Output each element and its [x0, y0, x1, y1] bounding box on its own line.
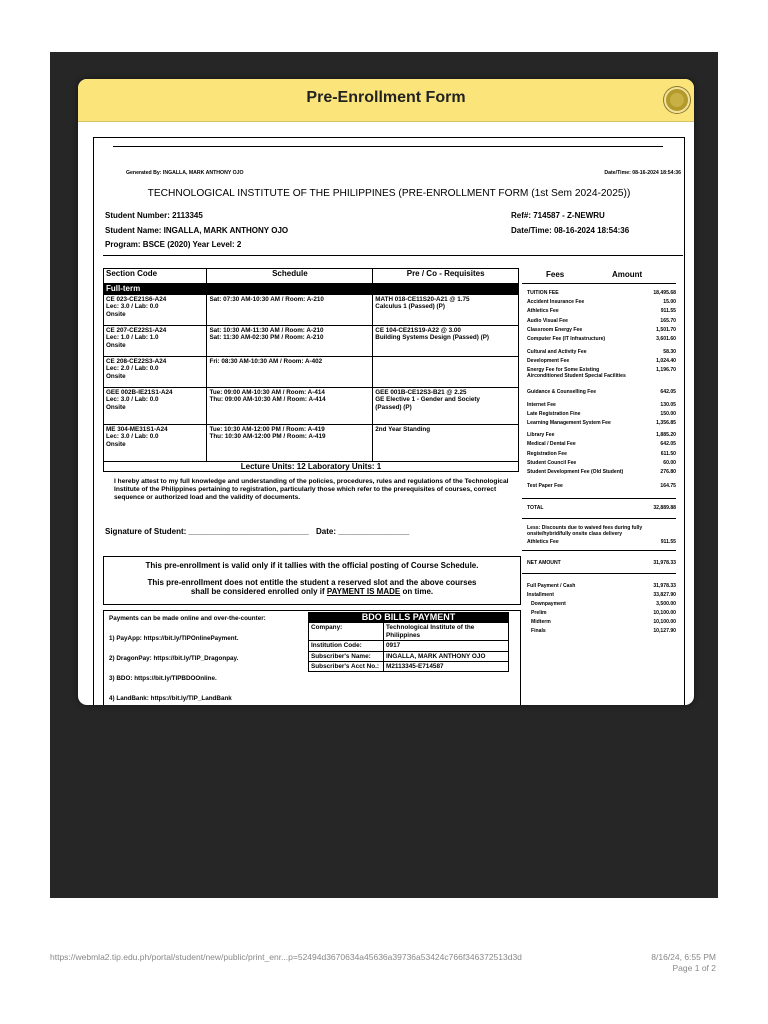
- fee-name: Athletics Fee: [527, 308, 559, 314]
- course-section-cell: [104, 325, 207, 356]
- fee-name: Student Council Fee: [527, 460, 577, 466]
- fee-name: Test Paper Fee: [527, 483, 563, 489]
- fee-amount: 18,495.68: [653, 290, 676, 296]
- signature-line: Signature of Student: ___________________________: [105, 527, 309, 536]
- course-prereq-cell: [373, 294, 519, 325]
- fee-amount: 911.55: [660, 539, 676, 545]
- fee-amount: 33,827.90: [653, 592, 676, 598]
- course-section-line: Lec: 2.0 / Lab: 0.0: [106, 365, 159, 373]
- course-section-line: Onsite: [106, 440, 126, 448]
- fee-name: Audio Visual Fee: [527, 318, 568, 324]
- fee-amount: 150.00: [660, 411, 676, 417]
- fees-total-rule: [522, 498, 676, 499]
- bdo-label: Institution Code:: [309, 641, 384, 651]
- fee-amount: 642.05: [660, 389, 676, 395]
- fee-name: Medical / Dental Fee: [527, 441, 576, 447]
- footer-date-page: [651, 952, 716, 974]
- course-schedule-cell: [207, 294, 373, 325]
- fee-name: Accident Insurance Fee: [527, 299, 585, 305]
- course-prereq-line: (Passed) (P): [375, 403, 412, 411]
- generated-datetime: Date/Time: 08-16-2024 18:54:36: [604, 170, 681, 176]
- bdo-value: M2113345-E714587: [384, 662, 509, 672]
- bdo-value: INGALLA, MARK ANTHONY OJO: [384, 651, 509, 661]
- course-schedule-line: Tue: 09:00 AM-10:30 AM / Room: A-414: [209, 388, 325, 396]
- fee-name: Prelim: [531, 610, 547, 616]
- bdo-row: [309, 651, 509, 661]
- fee-amount: 164.75: [660, 483, 676, 489]
- col-section-code: Section Code: [104, 269, 207, 284]
- student-number: Student Number: 2113345: [105, 211, 203, 220]
- course-schedule-cell: [207, 356, 373, 387]
- course-prereq-line: Calculus 1 (Passed) (P): [375, 303, 445, 311]
- payment-option-landbank[interactable]: 4) LandBank: https://bit.ly/TIP_LandBank: [109, 695, 232, 702]
- course-prereq-line: CE 104-CE21S19-A22 @ 3.00: [375, 326, 461, 334]
- fee-amount: 1,024.40: [656, 358, 676, 364]
- fee-amount: 31,978.33: [653, 583, 676, 589]
- fee-amount: 10,127.90: [653, 628, 676, 634]
- attestation-text: [114, 478, 514, 503]
- payment-option-bdo[interactable]: 3) BDO: https://bit.ly/TIPBDOOnline.: [109, 675, 217, 682]
- fee-amount: 130.05: [660, 402, 676, 408]
- fee-name: Late Registration Fine: [527, 411, 581, 417]
- bdo-value: Technological Institute of the Philippines: [384, 623, 509, 641]
- fee-name: TOTAL: [527, 505, 544, 511]
- course-section-line: ME 304-ME31S1-A24: [106, 425, 168, 433]
- course-section-cell: [104, 387, 207, 424]
- reference-number: Ref#: 714587 - Z-NEWRU: [511, 211, 605, 220]
- course-section-line: Onsite: [106, 403, 126, 411]
- fee-amount: 1,356.85: [656, 420, 676, 426]
- course-section-line: Lec: 3.0 / Lab: 0.0: [106, 396, 159, 404]
- bdo-label: Subscriber's Name:: [309, 651, 384, 661]
- fee-name: Classroom Energy Fee: [527, 327, 583, 333]
- bdo-value: 0917: [384, 641, 509, 651]
- fees-header-rule: [522, 283, 676, 284]
- pre-enrollment-card: [78, 79, 694, 705]
- course-schedule-cell: [207, 325, 373, 356]
- payment-option-dragonpay[interactable]: 2) DragonPay: https://bit.ly/TIP_Dragonpay.: [109, 655, 239, 662]
- course-section-line: Lec: 3.0 / Lab: 0.0: [106, 433, 159, 441]
- fee-amount: 10,100.00: [653, 610, 676, 616]
- program-year: Program: BSCE (2020) Year Level: 2: [105, 240, 242, 249]
- schedule-table: [103, 268, 519, 472]
- fee-name: Installment: [527, 592, 554, 598]
- bdo-row: [309, 662, 509, 672]
- course-row: [104, 294, 519, 325]
- course-row: [104, 387, 519, 424]
- course-schedule-line: Thu: 09:00 AM-10:30 AM / Room: A-414: [209, 396, 326, 404]
- fee-name: Student Development Fee (Old Student): [527, 469, 624, 475]
- course-section-line: GEE 002B-IE21S1-A24: [106, 388, 173, 396]
- fee-amount: 32,889.88: [653, 505, 676, 511]
- course-schedule-line: Sat: 10:30 AM-11:30 AM / Room: A-210: [209, 326, 324, 334]
- fee-amount: 10,100.00: [653, 619, 676, 625]
- course-prereq-line: GE Elective 1 - Gender and Society: [375, 396, 480, 404]
- bdo-row: [309, 623, 509, 641]
- course-schedule-line: Thu: 10:30 AM-12:00 PM / Room: A-419: [209, 433, 326, 441]
- fee-amount: 276.80: [660, 469, 676, 475]
- course-schedule-line: Sat: 07:30 AM-10:30 AM / Room: A-210: [209, 295, 324, 303]
- fee-amount: 911.55: [660, 308, 676, 314]
- course-schedule-line: Sat: 11:30 AM-02:30 PM / Room: A-210: [209, 334, 324, 342]
- fee-amount: 58.30: [663, 349, 676, 355]
- card-header: [78, 79, 694, 122]
- date-line: Date: ________________: [316, 527, 410, 536]
- fee-name: Development Fee: [527, 358, 570, 364]
- course-section-line: Lec: 1.0 / Lab: 1.0: [106, 334, 159, 342]
- fee-amount: 1,196.70: [656, 367, 676, 373]
- fee-name: Downpayment: [531, 601, 566, 607]
- fee-name: Cultural and Activity Fee: [527, 349, 587, 355]
- course-schedule-cell: [207, 424, 373, 461]
- fees-payment-rule: [522, 573, 676, 574]
- fee-amount: 642.05: [660, 441, 676, 447]
- payments-intro: Payments can be made online and over-the-counter:: [109, 615, 266, 622]
- course-section-line: Onsite: [106, 341, 126, 349]
- course-row: [104, 424, 519, 461]
- course-section-line: CE 023-CE21S6-A24: [106, 295, 167, 303]
- fee-amount: 31,978.33: [653, 560, 676, 566]
- record-circle-icon[interactable]: [664, 87, 690, 113]
- payment-option-payapp[interactable]: 1) PayApp: https://bit.ly/TIPOnlinePayment.: [109, 635, 239, 642]
- fee-name: Finals: [531, 628, 546, 634]
- course-prereq-cell: [373, 356, 519, 387]
- header-rule: [103, 255, 683, 256]
- amount-header: Amount: [612, 270, 643, 279]
- course-section-cell: [104, 356, 207, 387]
- units-summary: Lecture Units: 12 Laboratory Units: 1: [104, 461, 519, 472]
- fee-amount: 3,500.00: [656, 601, 676, 607]
- course-section-line: CE 208-CE22S3-A24: [106, 357, 167, 365]
- fee-name: Full Payment / Cash: [527, 583, 576, 589]
- bdo-row: [309, 641, 509, 651]
- fee-less-label: Less: Discounts due to waived fees during fully onsite/hybrid/fully onsite class delivery: [527, 525, 643, 537]
- course-schedule-line: Tue: 10:30 AM-12:00 PM / Room: A-419: [209, 425, 325, 433]
- col-schedule: Schedule: [207, 269, 373, 284]
- card-title: Pre-Enrollment Form: [306, 89, 466, 106]
- course-section-line: Onsite: [106, 372, 126, 380]
- fee-name: Guidance & Counselling Fee: [527, 389, 597, 395]
- fee-name: Midterm: [531, 619, 551, 625]
- fee-name: Internet Fee: [527, 402, 556, 408]
- institute-title: TECHNOLOGICAL INSTITUTE OF THE PHILIPPINES (PRE-ENROLLMENT FORM (1st Sem 2024-2025)): [147, 188, 631, 199]
- footer-page: Page 1 of 2: [672, 963, 716, 973]
- fee-name: Registration Fee: [527, 451, 567, 457]
- bdo-label: Company:: [309, 623, 384, 641]
- course-prereq-line: GEE 001B-CE12S3-B21 @ 2.25: [375, 388, 467, 396]
- fees-less-rule: [522, 518, 676, 519]
- course-prereq-line: 2nd Year Standing: [375, 425, 431, 433]
- course-prereq-cell: [373, 387, 519, 424]
- course-prereq-cell: [373, 325, 519, 356]
- course-section-line: CE 207-CE22S1-A24: [106, 326, 167, 334]
- fee-name: TUITION FEE: [527, 290, 559, 296]
- fullterm-label: Full-term: [104, 284, 519, 295]
- fee-name: NET AMOUNT: [527, 560, 561, 566]
- course-prereq-cell: [373, 424, 519, 461]
- notice-line-1: This pre-enrollment is valid only if it tallies with the official posting of Course Schedule.: [145, 561, 479, 570]
- notice-line-3a: shall be considered enrolled only if: [190, 587, 327, 596]
- course-prereq-line: MATH 018-CE11S20-A21 @ 1.75: [375, 295, 470, 303]
- enrollment-form: [93, 137, 685, 705]
- validity-notice: [103, 556, 521, 605]
- notice-line-3b: on time.: [400, 587, 434, 596]
- notice-line-3: [104, 587, 520, 596]
- course-section-line: Onsite: [106, 310, 126, 318]
- fees-header: Fees: [546, 270, 565, 279]
- fee-name: Computer Fee (IT Infrastructure): [527, 336, 606, 342]
- fee-name: Athletics Fee: [527, 539, 559, 545]
- notice-payment-made: PAYMENT IS MADE: [326, 587, 401, 596]
- fee-amount: 1,885.20: [656, 432, 676, 438]
- bdo-label: Subscriber's Acct No.:: [309, 662, 384, 672]
- form-datetime: Date/Time: 08-16-2024 18:54:36: [511, 226, 630, 235]
- course-section-cell: [104, 424, 207, 461]
- student-name: Student Name: INGALLA, MARK ANTHONY OJO: [105, 226, 289, 235]
- fee-amount: 15.00: [663, 299, 676, 305]
- fee-name: Energy Fee for Some Existing Airconditioned Student Special Facilities: [527, 367, 626, 379]
- col-prerequisites: Pre / Co - Requisites: [373, 269, 519, 284]
- bdo-title: BDO BILLS PAYMENT: [309, 613, 509, 623]
- course-section-cell: [104, 294, 207, 325]
- course-row: [104, 325, 519, 356]
- fees-net-rule: [522, 550, 676, 551]
- fee-name: Library Fee: [527, 432, 555, 438]
- fee-amount: 611.50: [660, 451, 676, 457]
- attestation-body: I hereby attest to my full knowledge and understanding of the policies, procedures, rules and regulations of the Technological Institute of the Philippines pertaining to registration, particularly those which refer to the prerequisites of courses, correct sequence or authorized load and the validity of documents.: [114, 478, 509, 502]
- fee-amount: 1,501.70: [656, 327, 676, 333]
- course-prereq-line: Building Systems Design (Passed) (P): [375, 334, 490, 342]
- fee-amount: 165.70: [660, 318, 676, 324]
- generated-by: Generated By: INGALLA, MARK ANTHONY OJO: [126, 170, 244, 176]
- course-section-line: Lec: 3.0 / Lab: 0.0: [106, 303, 159, 311]
- fee-amount: 60.00: [663, 460, 676, 466]
- fee-amount: 3,601.60: [656, 336, 676, 342]
- footer-date: 8/16/24, 6:55 PM: [651, 952, 716, 962]
- course-schedule-line: Fri: 08:30 AM-10:30 AM / Room: A-402: [209, 357, 323, 365]
- course-row: [104, 356, 519, 387]
- course-schedule-cell: [207, 387, 373, 424]
- bdo-bills-table: [308, 612, 509, 672]
- fee-name: Learning Management System Fee: [527, 420, 611, 426]
- notice-line-2: This pre-enrollment does not entitle the student a reserved slot and the above courses: [147, 578, 477, 587]
- footer-url: https://webmla2.tip.edu.ph/portal/student/new/public/print_enr...p=52494d3670634a45636a39736a53424c766f346372513d3d: [50, 952, 522, 962]
